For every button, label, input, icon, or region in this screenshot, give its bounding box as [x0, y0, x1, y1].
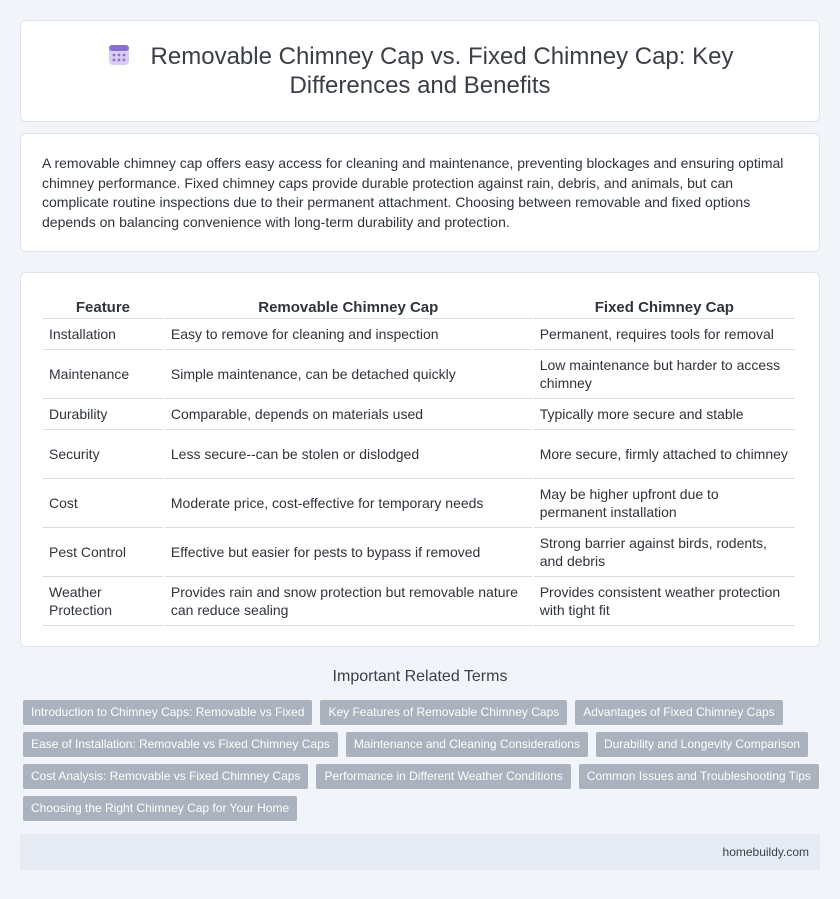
- removable-cell: Less secure--can be stolen or dislodged: [165, 430, 532, 479]
- table-row: [43, 479, 795, 528]
- feature-cell: Pest Control: [43, 528, 163, 577]
- related-term-tag[interactable]: Common Issues and Troubleshooting Tips: [579, 764, 819, 789]
- removable-cell: Easy to remove for cleaning and inspection: [165, 319, 532, 350]
- feature-cell: Installation: [43, 319, 163, 350]
- footer: [20, 834, 820, 870]
- feature-cell: Maintenance: [43, 350, 163, 399]
- table-row: [43, 319, 795, 350]
- fixed-cell: Provides consistent weather protection with tight fit: [534, 577, 795, 626]
- header-fixed: Fixed Chimney Cap: [534, 295, 795, 319]
- related-term-tag[interactable]: Ease of Installation: Removable vs Fixed Chimney Caps: [23, 732, 338, 757]
- fixed-cell: More secure, firmly attached to chimney: [534, 430, 795, 479]
- fixed-cell: Permanent, requires tools for removal: [534, 319, 795, 350]
- feature-cell: Weather Protection: [43, 577, 163, 626]
- fixed-cell: Strong barrier against birds, rodents, and debris: [534, 528, 795, 577]
- removable-cell: Comparable, depends on materials used: [165, 399, 532, 430]
- table-row: [43, 430, 795, 479]
- calendar-grid-icon: [107, 43, 131, 67]
- title-card: [20, 20, 820, 122]
- feature-cell: Cost: [43, 479, 163, 528]
- comparison-card: [20, 272, 820, 647]
- related-term-tag[interactable]: Durability and Longevity Comparison: [596, 732, 808, 757]
- tag-row: [23, 700, 823, 725]
- page-title-wrap: [51, 42, 789, 100]
- fixed-cell: Typically more secure and stable: [534, 399, 795, 430]
- feature-cell: Durability: [43, 399, 163, 430]
- comparison-table: [41, 295, 797, 626]
- intro-card: [20, 133, 820, 252]
- feature-cell: Security: [43, 430, 163, 479]
- related-term-tag[interactable]: Advantages of Fixed Chimney Caps: [575, 700, 782, 725]
- tag-row: [23, 732, 823, 757]
- fixed-cell: Low maintenance but harder to access chimney: [534, 350, 795, 399]
- removable-cell: Simple maintenance, can be detached quickly: [165, 350, 532, 399]
- page-title: Removable Chimney Cap vs. Fixed Chimney Cap: Key Differences and Benefits: [150, 43, 734, 99]
- table-row: [43, 350, 795, 399]
- related-term-tag[interactable]: Key Features of Removable Chimney Caps: [320, 700, 567, 725]
- related-term-tag[interactable]: Introduction to Chimney Caps: Removable vs Fixed: [23, 700, 312, 725]
- footer-site-link[interactable]: homebuildy.com: [722, 845, 809, 859]
- table-row: [43, 577, 795, 626]
- related-term-tag[interactable]: Choosing the Right Chimney Cap for Your Home: [23, 796, 297, 821]
- related-terms-title: Important Related Terms: [332, 668, 508, 685]
- intro-paragraph: A removable chimney cap offers easy access for cleaning and maintenance, preventing blockages and ensuring optimal chimney performance. Fixed chimney caps provide durable protection against rain, debris, and animals, but can complicate routine inspections due to their permanent attachment. Choosing between removable and fixed options depends on balancing convenience with long-term durability and protection.: [42, 155, 784, 230]
- removable-cell: Effective but easier for pests to bypass if removed: [165, 528, 532, 577]
- related-term-tag[interactable]: Maintenance and Cleaning Considerations: [346, 732, 588, 757]
- header-removable: Removable Chimney Cap: [165, 295, 532, 319]
- tag-row: [23, 764, 823, 789]
- tag-row: [23, 796, 823, 821]
- related-term-tag[interactable]: Cost Analysis: Removable vs Fixed Chimney Caps: [23, 764, 308, 789]
- removable-cell: Moderate price, cost-effective for temporary needs: [165, 479, 532, 528]
- table-row: [43, 528, 795, 577]
- related-term-tag[interactable]: Performance in Different Weather Conditions: [316, 764, 570, 789]
- related-terms-list: [23, 700, 823, 828]
- removable-cell: Provides rain and snow protection but removable nature can reduce sealing: [165, 577, 532, 626]
- table-row: [43, 399, 795, 430]
- fixed-cell: May be higher upfront due to permanent installation: [534, 479, 795, 528]
- header-feature: Feature: [43, 295, 163, 319]
- table-header-row: [43, 295, 795, 319]
